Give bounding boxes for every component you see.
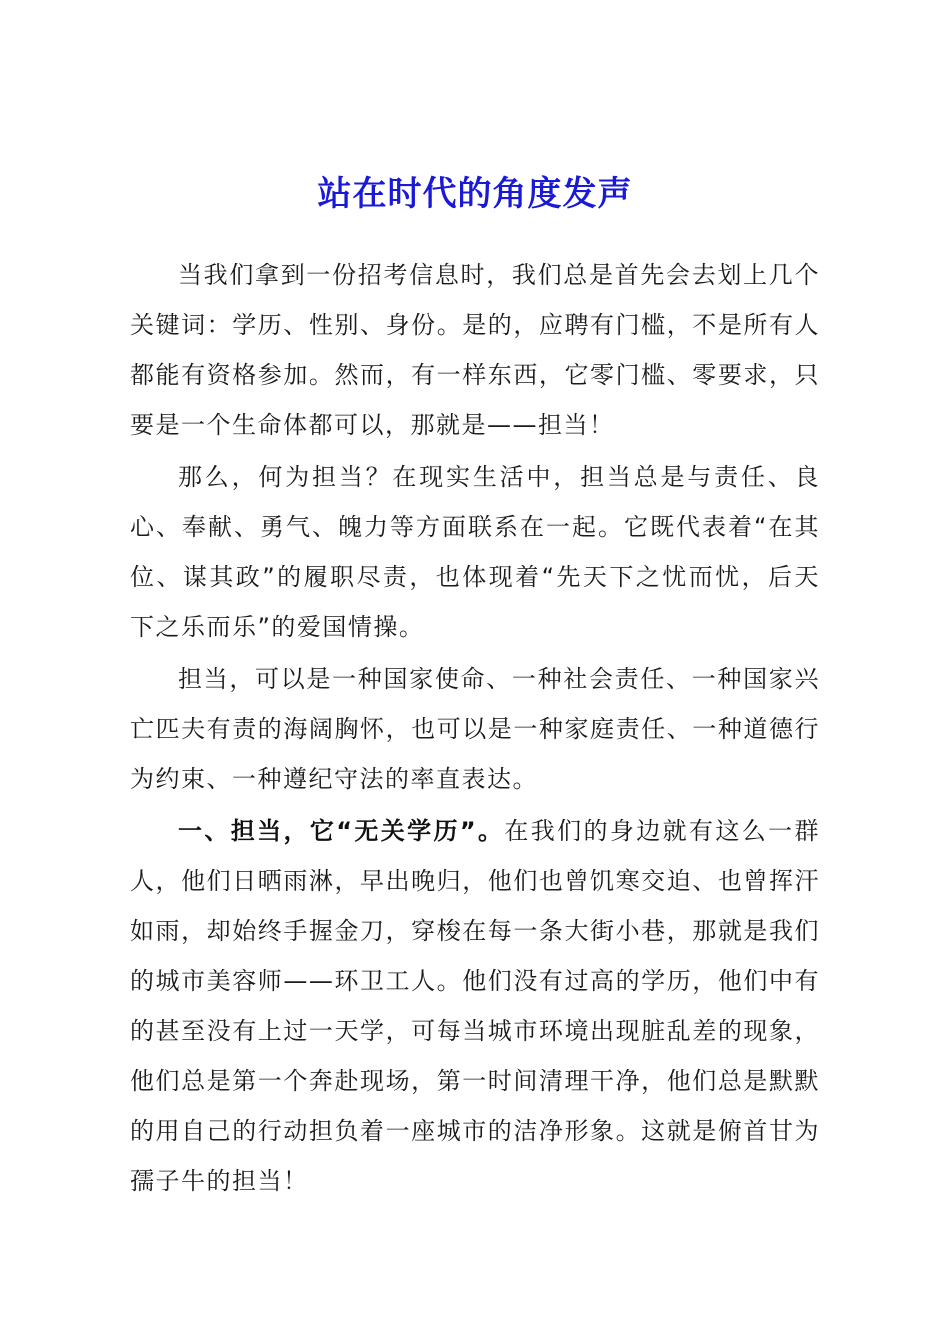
document-body — [130, 250, 820, 1206]
paragraph-definition — [130, 452, 820, 652]
paragraph-text: 担当，可以是一种国家使命、一种社会责任、一种国家兴亡匹夫有责的海阔胸怀，也可以是一种家庭责任、一种道德行为约束、一种遵纪守法的率直表达。 — [130, 665, 820, 793]
paragraph-intro — [130, 250, 820, 450]
paragraph-forms — [130, 654, 820, 804]
section-heading-one: 一、担当，它“无关学历”。 — [178, 817, 505, 845]
paragraph-section-one — [130, 806, 820, 1206]
document-title: 站在时代的角度发声 — [317, 173, 633, 214]
paragraph-text: 在我们的身边就有这么一群人，他们日晒雨淋，早出晚归，他们也曾饥寒交迫、也曾挥汗如雨，却始终手握金刀，穿梭在每一条大街小巷，那就是我们的城市美容师——环卫工人。他们没有过高的学历，他们中有的甚至没有上过一天学，可每当城市环境出现脏乱差的现象，他们总是第一个奔赴现场，第一时间清理干净，他们总是默默的用自己的行动担负着一座城市的洁净形象。这就是俯首甘为孺子牛的担当！ — [130, 817, 821, 1195]
paragraph-text: 那么，何为担当？在现实生活中，担当总是与责任、良心、奉献、勇气、魄力等方面联系在一起。它既代表着“在其位、谋其政”的履职尽责，也体现着“先天下之忧而忧，后天下之乐而乐”的爱国情操。 — [130, 463, 820, 641]
paragraph-text: 当我们拿到一份招考信息时，我们总是首先会去划上几个关键词：学历、性别、身份。是的，应聘有门槛，不是所有人都能有资格参加。然而，有一样东西，它零门槛、零要求，只要是一个生命体都可以，那就是——担当！ — [130, 261, 820, 439]
